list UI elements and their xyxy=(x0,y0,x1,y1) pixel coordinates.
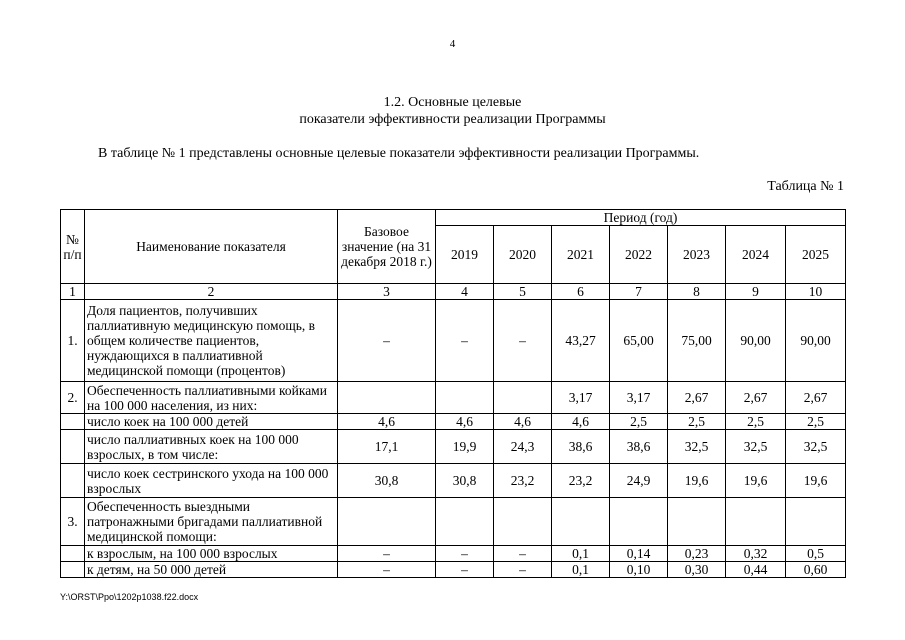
row-value: 19,9 xyxy=(436,430,494,464)
row-value: 0,10 xyxy=(610,562,668,578)
header-year: 2021 xyxy=(552,226,610,284)
row-base: 4,6 xyxy=(338,414,436,430)
header-num: № п/п xyxy=(61,210,85,284)
row-value: 3,17 xyxy=(552,382,610,414)
column-number: 4 xyxy=(436,284,494,300)
row-value: 0,32 xyxy=(726,546,786,562)
row-value: 90,00 xyxy=(726,300,786,382)
row-value: 3,17 xyxy=(610,382,668,414)
column-number: 3 xyxy=(338,284,436,300)
row-value xyxy=(668,498,726,546)
row-name: число паллиативных коек на 100 000 взрослых, в том числе: xyxy=(85,430,338,464)
row-value: 38,6 xyxy=(552,430,610,464)
row-value: 0,1 xyxy=(552,546,610,562)
row-value: – xyxy=(494,562,552,578)
section-title-line1: 1.2. Основные целевые xyxy=(383,95,522,110)
table-row xyxy=(61,300,846,382)
row-base xyxy=(338,498,436,546)
column-number: 6 xyxy=(552,284,610,300)
row-value xyxy=(610,498,668,546)
row-base: 30,8 xyxy=(338,464,436,498)
row-value: 4,6 xyxy=(436,414,494,430)
header-base: Базовое значение (на 31 декабря 2018 г.) xyxy=(338,210,436,284)
row-base xyxy=(338,382,436,414)
column-number: 5 xyxy=(494,284,552,300)
row-num xyxy=(61,562,85,578)
column-number: 10 xyxy=(786,284,846,300)
intro-paragraph: В таблице № 1 представлены основные целевые показатели эффективности реализации Программы. xyxy=(98,146,700,161)
row-value: 0,44 xyxy=(726,562,786,578)
row-num xyxy=(61,430,85,464)
row-value: 2,67 xyxy=(786,382,846,414)
row-value xyxy=(436,498,494,546)
table-row xyxy=(61,414,846,430)
header-year: 2025 xyxy=(786,226,846,284)
column-number: 9 xyxy=(726,284,786,300)
header-period: Период (год) xyxy=(436,210,846,226)
header-year: 2019 xyxy=(436,226,494,284)
file-path-footer: Y:\ORST\Ppo\1202p1038.f22.docx xyxy=(60,592,199,602)
row-value: 2,5 xyxy=(726,414,786,430)
row-value: 75,00 xyxy=(668,300,726,382)
row-value: – xyxy=(494,546,552,562)
section-title-line2: показатели эффективности реализации Программы xyxy=(299,112,606,127)
row-value: 32,5 xyxy=(726,430,786,464)
row-value: 19,6 xyxy=(726,464,786,498)
row-value: 2,67 xyxy=(668,382,726,414)
row-num xyxy=(61,546,85,562)
row-value: – xyxy=(494,300,552,382)
row-value: 30,8 xyxy=(436,464,494,498)
row-value: 0,5 xyxy=(786,546,846,562)
row-value: – xyxy=(436,300,494,382)
row-value: 4,6 xyxy=(552,414,610,430)
row-name: Обеспеченность паллиативными койками на 100 000 населения, из них: xyxy=(85,382,338,414)
header-year: 2022 xyxy=(610,226,668,284)
row-value: 24,9 xyxy=(610,464,668,498)
row-base: – xyxy=(338,300,436,382)
header-year: 2023 xyxy=(668,226,726,284)
row-value xyxy=(494,382,552,414)
column-number: 8 xyxy=(668,284,726,300)
table-row xyxy=(61,464,846,498)
column-number: 7 xyxy=(610,284,668,300)
row-value: 0,30 xyxy=(668,562,726,578)
row-name: число коек на 100 000 детей xyxy=(85,414,338,430)
row-value xyxy=(436,382,494,414)
indicators-table xyxy=(60,209,846,578)
row-value: – xyxy=(436,546,494,562)
row-name: число коек сестринского ухода на 100 000 взрослых xyxy=(85,464,338,498)
row-base: – xyxy=(338,562,436,578)
row-num: 3. xyxy=(61,498,85,546)
row-value xyxy=(786,498,846,546)
row-value xyxy=(726,498,786,546)
row-value: 38,6 xyxy=(610,430,668,464)
row-value: 23,2 xyxy=(552,464,610,498)
row-value xyxy=(494,498,552,546)
page-number: 4 xyxy=(449,38,456,50)
row-value: 0,1 xyxy=(552,562,610,578)
column-number-row xyxy=(61,284,846,300)
table-row xyxy=(61,562,846,578)
row-value: 0,60 xyxy=(786,562,846,578)
row-value: 65,00 xyxy=(610,300,668,382)
row-name: к детям, на 50 000 детей xyxy=(85,562,338,578)
row-value: 43,27 xyxy=(552,300,610,382)
row-value: 2,5 xyxy=(786,414,846,430)
table-row xyxy=(61,430,846,464)
table-row xyxy=(61,498,846,546)
row-base: – xyxy=(338,546,436,562)
row-value: 2,5 xyxy=(610,414,668,430)
row-value: – xyxy=(436,562,494,578)
row-value: 23,2 xyxy=(494,464,552,498)
header-year: 2024 xyxy=(726,226,786,284)
row-value: 2,67 xyxy=(726,382,786,414)
row-value: 19,6 xyxy=(786,464,846,498)
section-title xyxy=(0,94,905,128)
row-value: 0,14 xyxy=(610,546,668,562)
row-value xyxy=(552,498,610,546)
header-name: Наименование показателя xyxy=(85,210,338,284)
row-value: 4,6 xyxy=(494,414,552,430)
row-num xyxy=(61,414,85,430)
row-name: Доля пациентов, получивших паллиативную медицинскую помощь, в общем количестве пациентов, нуждающихся в паллиативной медицинской помощи (процентов) xyxy=(85,300,338,382)
row-value: 32,5 xyxy=(786,430,846,464)
column-number: 2 xyxy=(85,284,338,300)
header-row-1 xyxy=(61,210,846,226)
row-value: 2,5 xyxy=(668,414,726,430)
row-value: 90,00 xyxy=(786,300,846,382)
table-row xyxy=(61,382,846,414)
column-number: 1 xyxy=(61,284,85,300)
row-name: к взрослым, на 100 000 взрослых xyxy=(85,546,338,562)
row-value: 19,6 xyxy=(668,464,726,498)
row-name: Обеспеченность выездными патронажными бригадами паллиативной медицинской помощи: xyxy=(85,498,338,546)
row-value: 24,3 xyxy=(494,430,552,464)
row-num: 1. xyxy=(61,300,85,382)
row-value: 32,5 xyxy=(668,430,726,464)
table-label: Таблица № 1 xyxy=(767,179,844,194)
header-year: 2020 xyxy=(494,226,552,284)
row-num: 2. xyxy=(61,382,85,414)
row-num xyxy=(61,464,85,498)
row-base: 17,1 xyxy=(338,430,436,464)
table-row xyxy=(61,546,846,562)
row-value: 0,23 xyxy=(668,546,726,562)
